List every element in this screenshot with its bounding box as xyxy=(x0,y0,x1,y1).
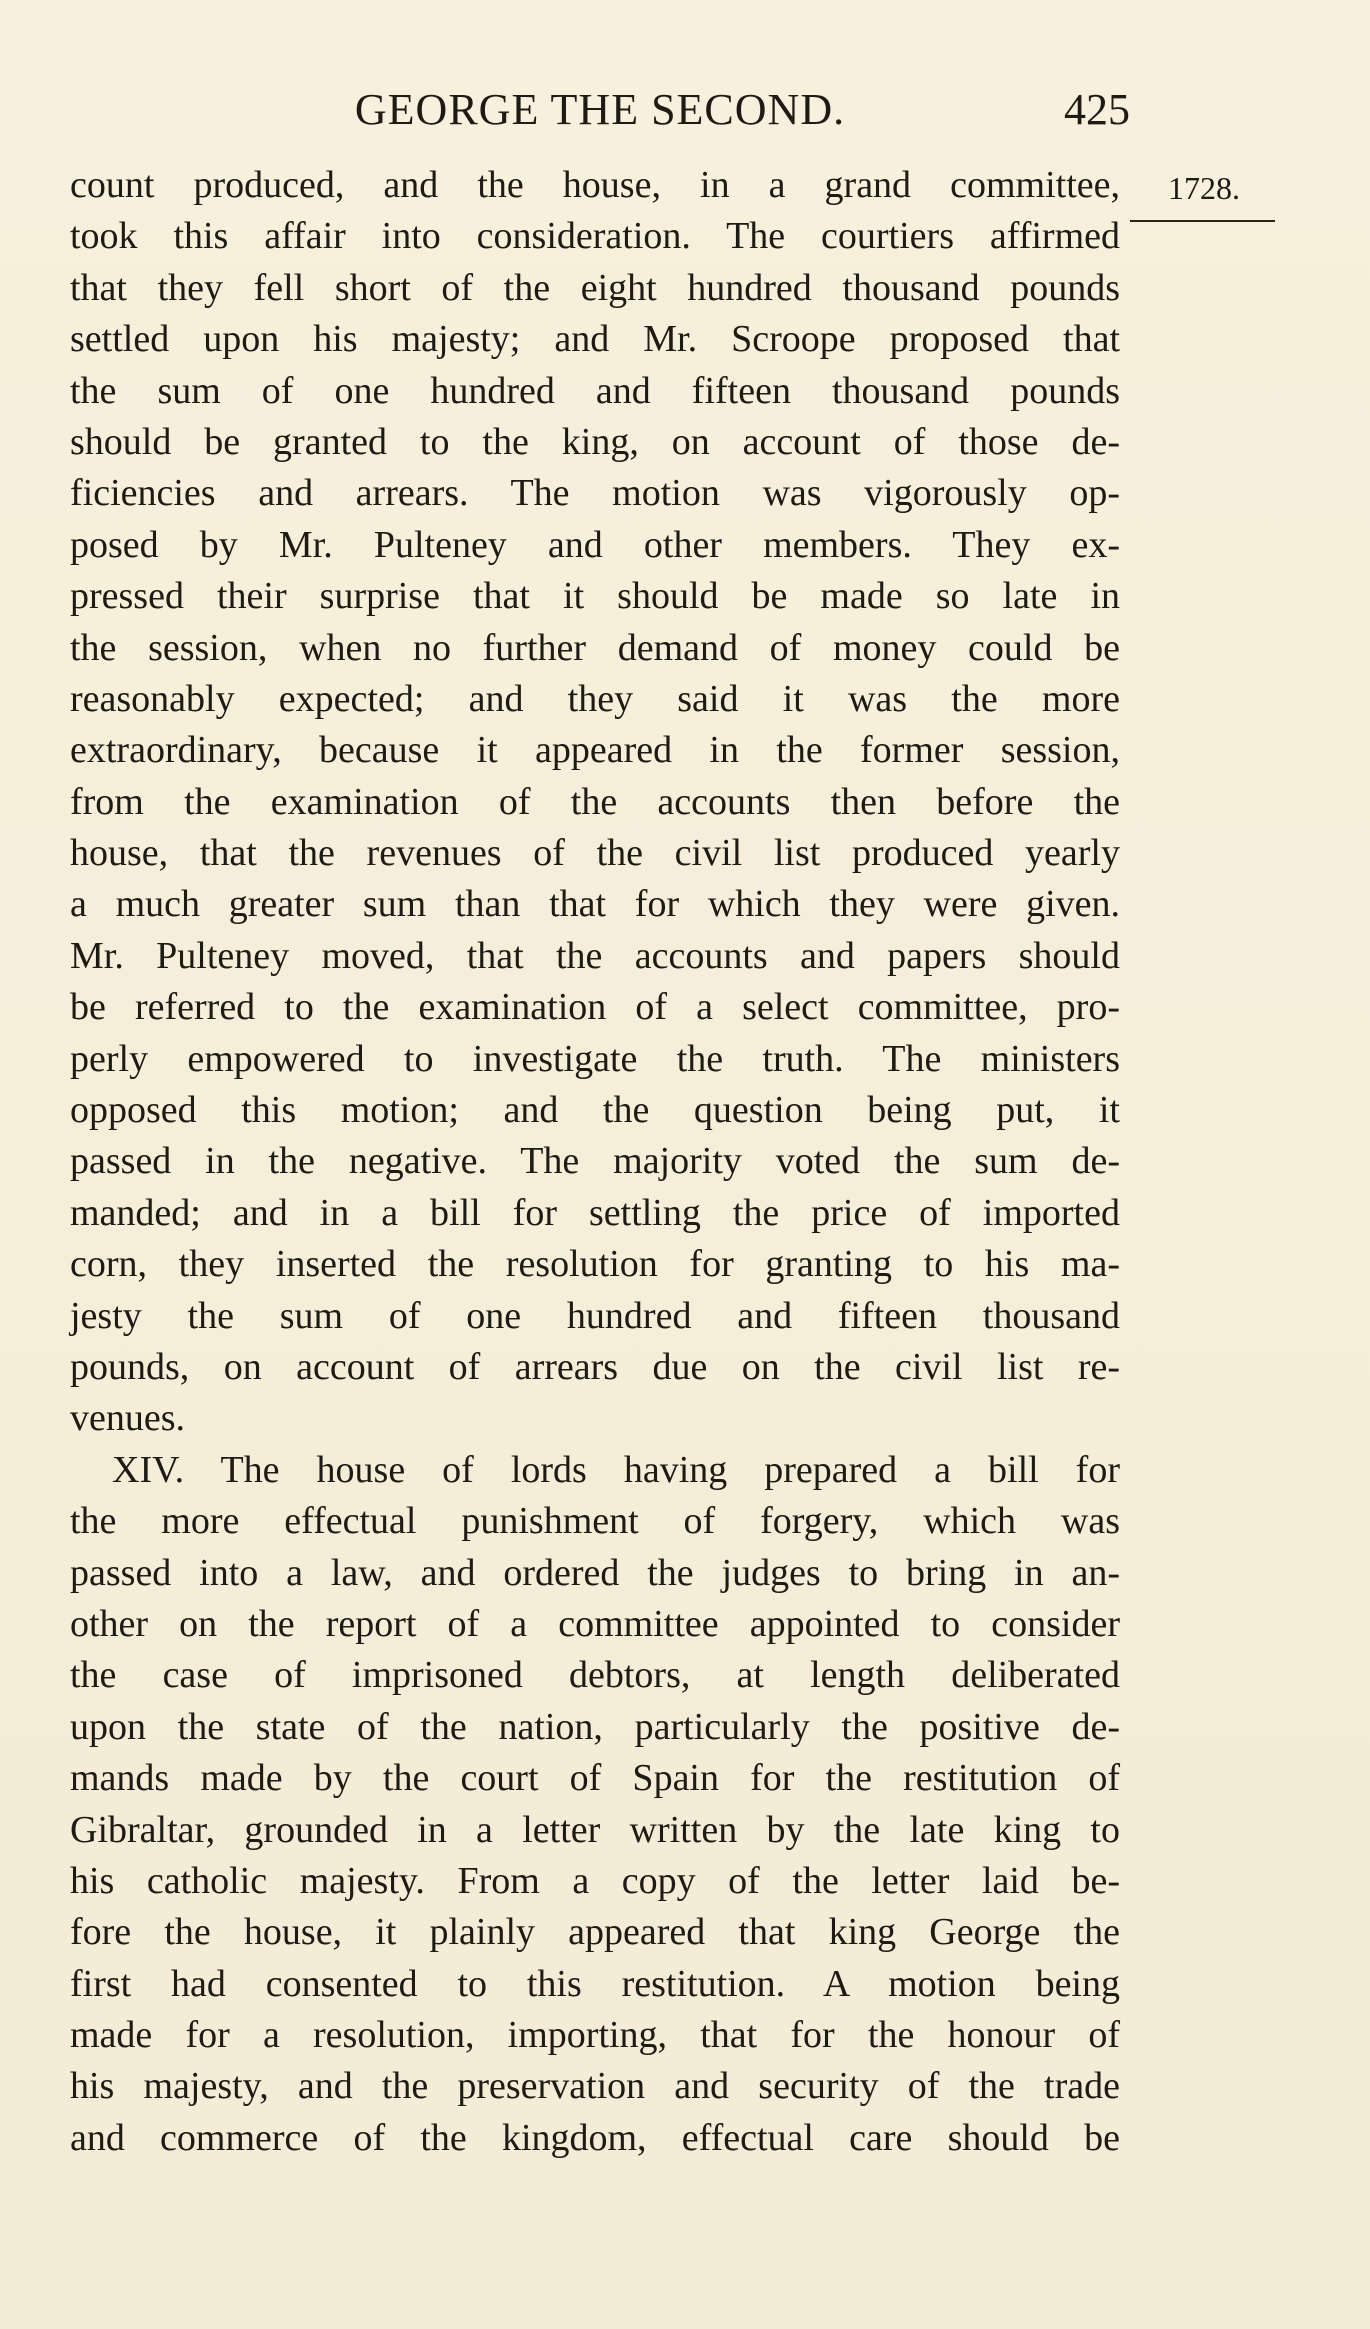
running-title: GEORGE THE SECOND. xyxy=(354,85,846,134)
text-line: reasonably expected; and they said it was the more xyxy=(70,677,1120,720)
page-number: 425 xyxy=(1064,85,1130,134)
text-line: took this affair into consideration. The courtiers affirmed xyxy=(70,215,1120,258)
text-line: count produced, and the house, in a grand committee, xyxy=(70,164,1120,206)
text-line: upon the state of the nation, particularly the positive de- xyxy=(70,1705,1120,1748)
text-line: manded; and in a bill for settling the price of imported xyxy=(70,1191,1120,1234)
text-line: passed into a law, and ordered the judges to bring in an- xyxy=(70,1551,1120,1594)
text-line: the session, when no further demand of money could be xyxy=(70,626,1120,669)
text-line: and commerce of the kingdom, effectual care should be xyxy=(70,2116,1120,2159)
text-line: that they fell short of the eight hundred thousand pounds xyxy=(70,266,1120,309)
text-line: corn, they inserted the resolution for granting to his ma- xyxy=(70,1243,1120,1286)
text-line: be referred to the examination of a select committee, pro- xyxy=(70,986,1120,1029)
text-line: the case of imprisoned debtors, at length deliberated xyxy=(70,1654,1120,1697)
text-line: his majesty, and the preservation and security of the trade xyxy=(70,2065,1120,2108)
text-line: a much greater sum than that for which they were given. xyxy=(70,883,1120,926)
text-line: XIV. The house of lords having prepared a bill for xyxy=(112,1448,1120,1491)
text-line: ficiencies and arrears. The motion was vigorously op- xyxy=(70,472,1120,515)
text-line: passed in the negative. The majority voted the sum de- xyxy=(70,1140,1120,1183)
text-line: pounds, on account of arrears due on the civil list re- xyxy=(70,1345,1120,1388)
text-line: house, that the revenues of the civil list produced yearly xyxy=(70,832,1120,875)
text-line: jesty the sum of one hundred and fifteen thousand xyxy=(70,1294,1120,1337)
text-line: should be granted to the king, on account of those de- xyxy=(70,420,1120,463)
text-line: other on the report of a committee appointed to consider xyxy=(70,1602,1120,1645)
text-line: made for a resolution, importing, that for the honour of xyxy=(70,2014,1120,2057)
body-text xyxy=(70,160,1120,2164)
text-line: Mr. Pulteney moved, that the accounts and papers should xyxy=(70,934,1120,977)
text-line: pressed their surprise that it should be made so late in xyxy=(70,575,1120,618)
text-line: opposed this motion; and the question being put, it xyxy=(70,1089,1120,1132)
margin-rule xyxy=(1130,220,1275,222)
text-line: mands made by the court of Spain for the restitution of xyxy=(70,1757,1120,1800)
text-line: posed by Mr. Pulteney and other members. They ex- xyxy=(70,523,1120,566)
text-line: his catholic majesty. From a copy of the letter laid be- xyxy=(70,1859,1120,1902)
text-line: perly empowered to investigate the truth. The ministers xyxy=(70,1037,1120,1080)
text-line: venues. xyxy=(70,1397,186,1440)
text-line: settled upon his majesty; and Mr. Scroope proposed that xyxy=(70,318,1120,361)
text-line: the sum of one hundred and fifteen thousand pounds xyxy=(70,369,1120,412)
text-line: the more effectual punishment of forgery, which was xyxy=(70,1500,1120,1543)
text-line: Gibraltar, grounded in a letter written by the late king to xyxy=(70,1808,1120,1851)
text-line: first had consented to this restitution. A motion being xyxy=(70,1962,1120,2005)
text-line: extraordinary, because it appeared in the former session, xyxy=(70,729,1120,772)
text-line: fore the house, it plainly appeared that king George the xyxy=(70,1911,1120,1954)
margin-year: 1728. xyxy=(1168,170,1240,206)
page-header xyxy=(70,80,1130,140)
text-line: from the examination of the accounts then before the xyxy=(70,780,1120,823)
